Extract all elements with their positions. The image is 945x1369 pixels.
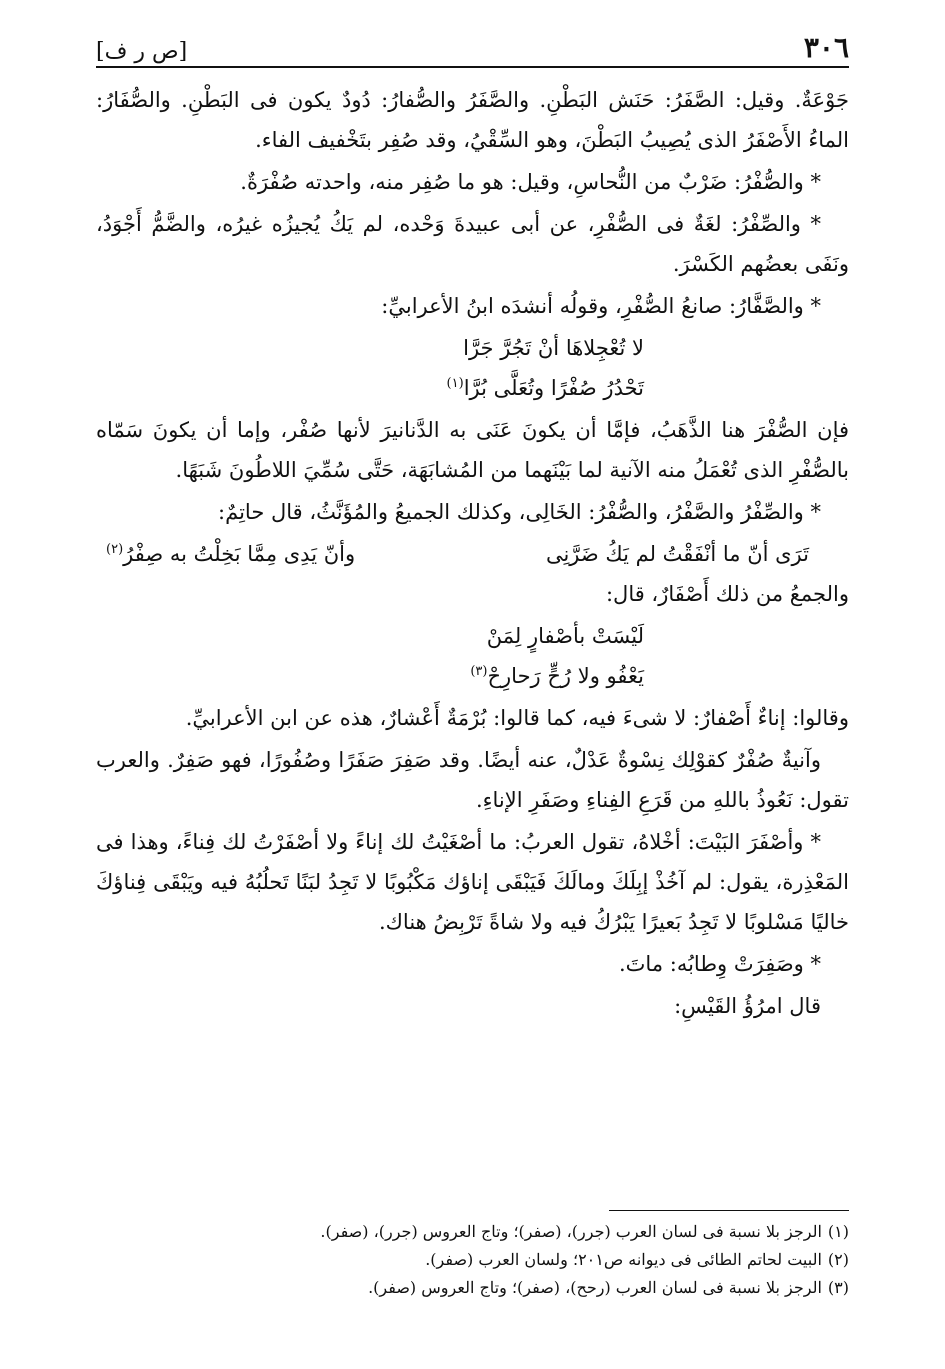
paragraph: * والصَّفَّارُ: صانعُ الصُّفْرِ، وقولُه أنشدَه ابنُ الأعرابيِّ: — [381, 294, 821, 318]
paragraph: والجمعُ من ذلك أَصْفَارٌ، قال: — [605, 582, 849, 606]
page-number: ٣٠٦ — [803, 31, 849, 64]
footnotes — [96, 1218, 849, 1302]
verse-line: لَيْسَتْ بأصْفارٍ لِمَنْ — [486, 624, 644, 648]
footnote — [96, 1274, 849, 1302]
verse-text: تَحْدُرُ صُفْرًا وتُعَلَّى بُرَّا — [463, 376, 644, 400]
paragraph: * وأصْفَرَ البَيْتَ: أخْلاهُ، تقول العربُ: ما أصْغَيْتُ لك إناءً ولا أصْفَرْتُ لك فِناءً، وهذا فى المَعْذِرة، يقول: لم آخُذْ إبِلَكَ ومالَكَ فَيَبْقَى إناؤك مَكْبُوبًا لا تَجِدُ لبَنًا تَحلُبُهُ فيه ويَبْقَى فِناؤكَ خاليًا مَسْلوبًا لا تَجِدُ بَعيرًا يَبْرُكُ فيه ولا شاةً تَرْبِضُ هناك. — [96, 830, 849, 934]
paragraph: قال امرُؤُ القَيْسِ: — [674, 994, 821, 1018]
verse-line: لا تُعْجِلاهَا أنْ تَجُرَّ جَرَّا — [463, 336, 644, 360]
footnote-marker: (٢) — [827, 1250, 849, 1269]
verse-text: يَعْفُو ولا رُحٍّ رَحارِحْ — [487, 664, 644, 688]
footnote — [96, 1218, 849, 1246]
footnote-text: الرجز بلا نسبة فى لسان العرب (جرر)، (صفر)؛ وتاج العروس (جرر)، (صفر). — [320, 1222, 822, 1241]
footnote-ref[interactable]: (٢) — [106, 542, 124, 557]
paragraph: * وصَفِرَتْ وِطابُه: ماتَ. — [618, 952, 821, 976]
footnote-ref[interactable]: (١) — [446, 376, 464, 391]
verse-block — [96, 328, 849, 408]
paragraph: جَوْعَةٌ. وقيل: الصَّفَرُ: حَنَش البَطْنِ. والصَّفَرُ والصُّفارُ: دُودٌ يكون فى البَطْنِ. والصُّفَارُ: الماءُ الأَصْفَرُ الذى يُصِيبُ البَطْنَ، وهو السِّقْيُ، وقد صُفِر بتَخْفيف الفاء. — [96, 88, 849, 152]
hemistich-left — [106, 534, 355, 574]
verse-line — [96, 656, 644, 696]
hemistich-right: تَرَى أنّ ما أنْفَقْتُ لم يَكُ ضَرَّنِى — [545, 542, 809, 566]
footnote-ref[interactable]: (٣) — [470, 664, 488, 679]
main-text — [96, 80, 849, 1028]
paragraph: * والصِّفْرُ: لغَةٌ فى الصُّفْرِ، عن أبى عبيدةَ وَحْده، لم يَكُ يُجيزُه غيرُه، والضَّمُّ أَجْوَدُ، ونَفَى بعضُهم الكَسْرَ. — [96, 212, 849, 276]
footnote — [96, 1246, 849, 1274]
paragraph: * والصُّفْرُ: ضَرْبٌ من النُّحاسِ، وقيل: هو ما صُفِر منه، واحدته صُفْرَةٌ. — [240, 170, 821, 194]
verse-block — [96, 616, 849, 696]
paragraph: وقالوا: إناءٌ أَصْفارٌ: لا شىءَ فيه، كما قالوا: بُرْمَةٌ أَعْشارٌ، هذه عن ابن الأعرابيِّ. — [185, 706, 849, 730]
footnote-marker: (١) — [827, 1222, 849, 1241]
footnote-text: الرجز بلا نسبة فى لسان العرب (رحح)، (صفر)؛ وتاج العروس (صفر). — [368, 1278, 822, 1297]
page-header — [96, 24, 849, 64]
paragraph: * والصِّفْرُ والصَّفْرُ، والصُّفْرُ: الخَالِى، وكذلك الجميعُ والمُؤَنَّثُ، قال حاتِمٌ: — [218, 500, 821, 524]
footnote-marker: (٣) — [827, 1278, 849, 1297]
footnote-text: البيت لحاتم الطائى فى ديوانه ص٢٠١؛ ولسان العرب (صفر). — [425, 1250, 822, 1269]
header-rule — [96, 66, 849, 68]
section-tag: [ص ر ف] — [96, 39, 188, 64]
paragraph: فإن الصُّفْرَ هنا الذَّهَبُ، فإمَّا أن يكونَ عَنَى به الدَّنانيرَ لأنها صُفْر، وإما أن يكونَ سَمّاه بالصُّفْرِ الذى تُعْمَلُ منه الآنية لما بَيْنَهما من المُشابَهَة، حَتَّى سُمِّيَ اللاطُونَ شَبَهًا. — [96, 418, 849, 482]
verse-couplet — [96, 534, 849, 574]
paragraph: وآنيةٌ صُفْرٌ كقوْلِك نِسْوةٌ عَدْلٌ، عنه أيضًا. وقد صَفِرَ صَفَرًا وصُفُورًا، فهو صَفِرٌ. والعرب تقول: نَعُوذُ باللهِ من قَرَعِ الفِناءِ وصَفَرِ الإناءِ. — [96, 748, 849, 812]
footnote-rule — [609, 1210, 849, 1211]
verse-text: وأنّ يَدِى مِمَّا بَخِلْتُ به صِفْرُ — [123, 542, 356, 566]
verse-line — [96, 368, 644, 408]
